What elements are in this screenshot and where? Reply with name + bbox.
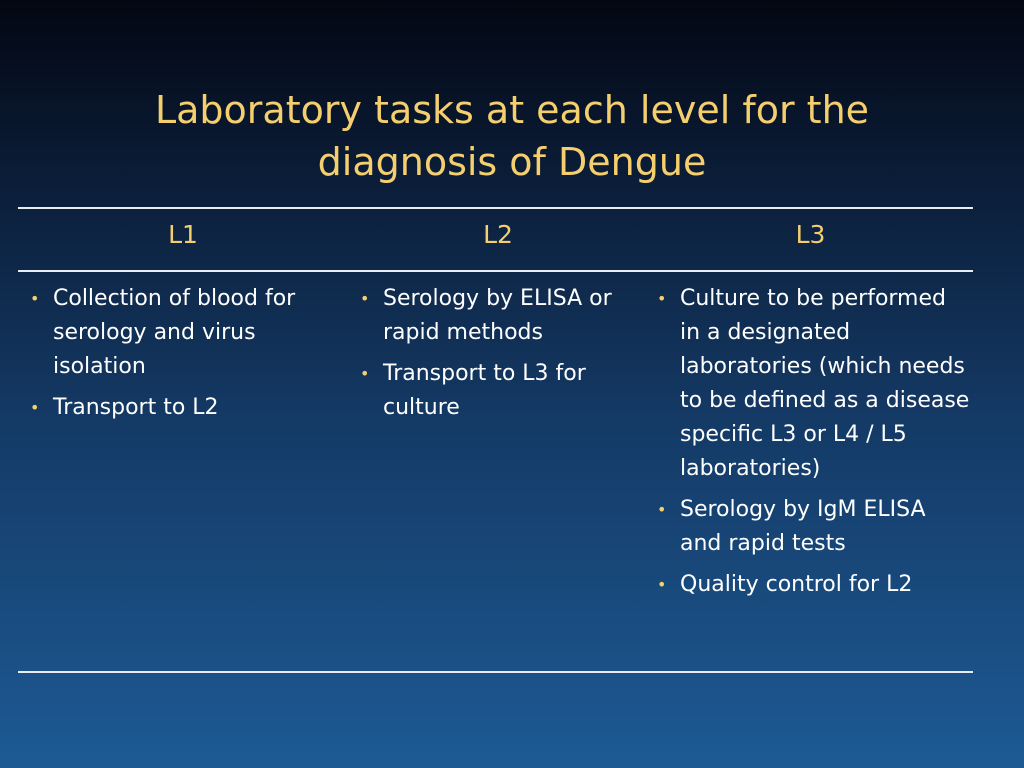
header-l3: L3	[795, 220, 826, 249]
list-l1	[23, 282, 343, 425]
list-item	[650, 282, 970, 486]
list-item-text: Serology by IgM ELISA and rapid tests	[680, 497, 926, 556]
header-l1: L1	[168, 220, 198, 249]
table-header-rule	[18, 270, 973, 272]
list-item	[353, 282, 638, 350]
bullet-icon: •	[360, 289, 370, 308]
column-l2	[353, 282, 638, 432]
header-l2: L2	[483, 220, 513, 249]
list-item	[23, 391, 343, 425]
list-l3	[650, 282, 970, 602]
table-top-rule	[18, 207, 973, 209]
list-item-text: Quality control for L2	[680, 572, 913, 597]
bullet-icon: •	[657, 289, 667, 308]
list-item	[650, 493, 970, 561]
list-item-text: Transport to L2	[53, 395, 219, 420]
bullet-icon: •	[30, 398, 40, 417]
list-item	[650, 568, 970, 602]
bullet-icon: •	[360, 364, 370, 383]
list-l2	[353, 282, 638, 425]
list-item-text: Transport to L3 for culture	[383, 361, 586, 420]
slide-title-line-1: Laboratory tasks at each level for the	[154, 88, 870, 132]
slide-title	[0, 84, 1024, 188]
bullet-icon: •	[657, 575, 667, 594]
table-bottom-rule	[18, 671, 973, 673]
slide-title-line-2: diagnosis of Dengue	[317, 140, 707, 184]
list-item	[23, 282, 343, 384]
column-l1	[23, 282, 343, 432]
list-item-text: Culture to be performed in a designated laboratories (which needs to be defined as a disease specific L3 or L4 / L5 laboratories)	[680, 286, 970, 481]
list-item-text: Collection of blood for serology and virus isolation	[53, 286, 296, 379]
column-l3	[650, 282, 970, 609]
bullet-icon: •	[657, 500, 667, 519]
list-item-text: Serology by ELISA or rapid methods	[383, 286, 612, 345]
list-item	[353, 357, 638, 425]
lab-tasks-table	[18, 207, 973, 673]
bullet-icon: •	[30, 289, 40, 308]
